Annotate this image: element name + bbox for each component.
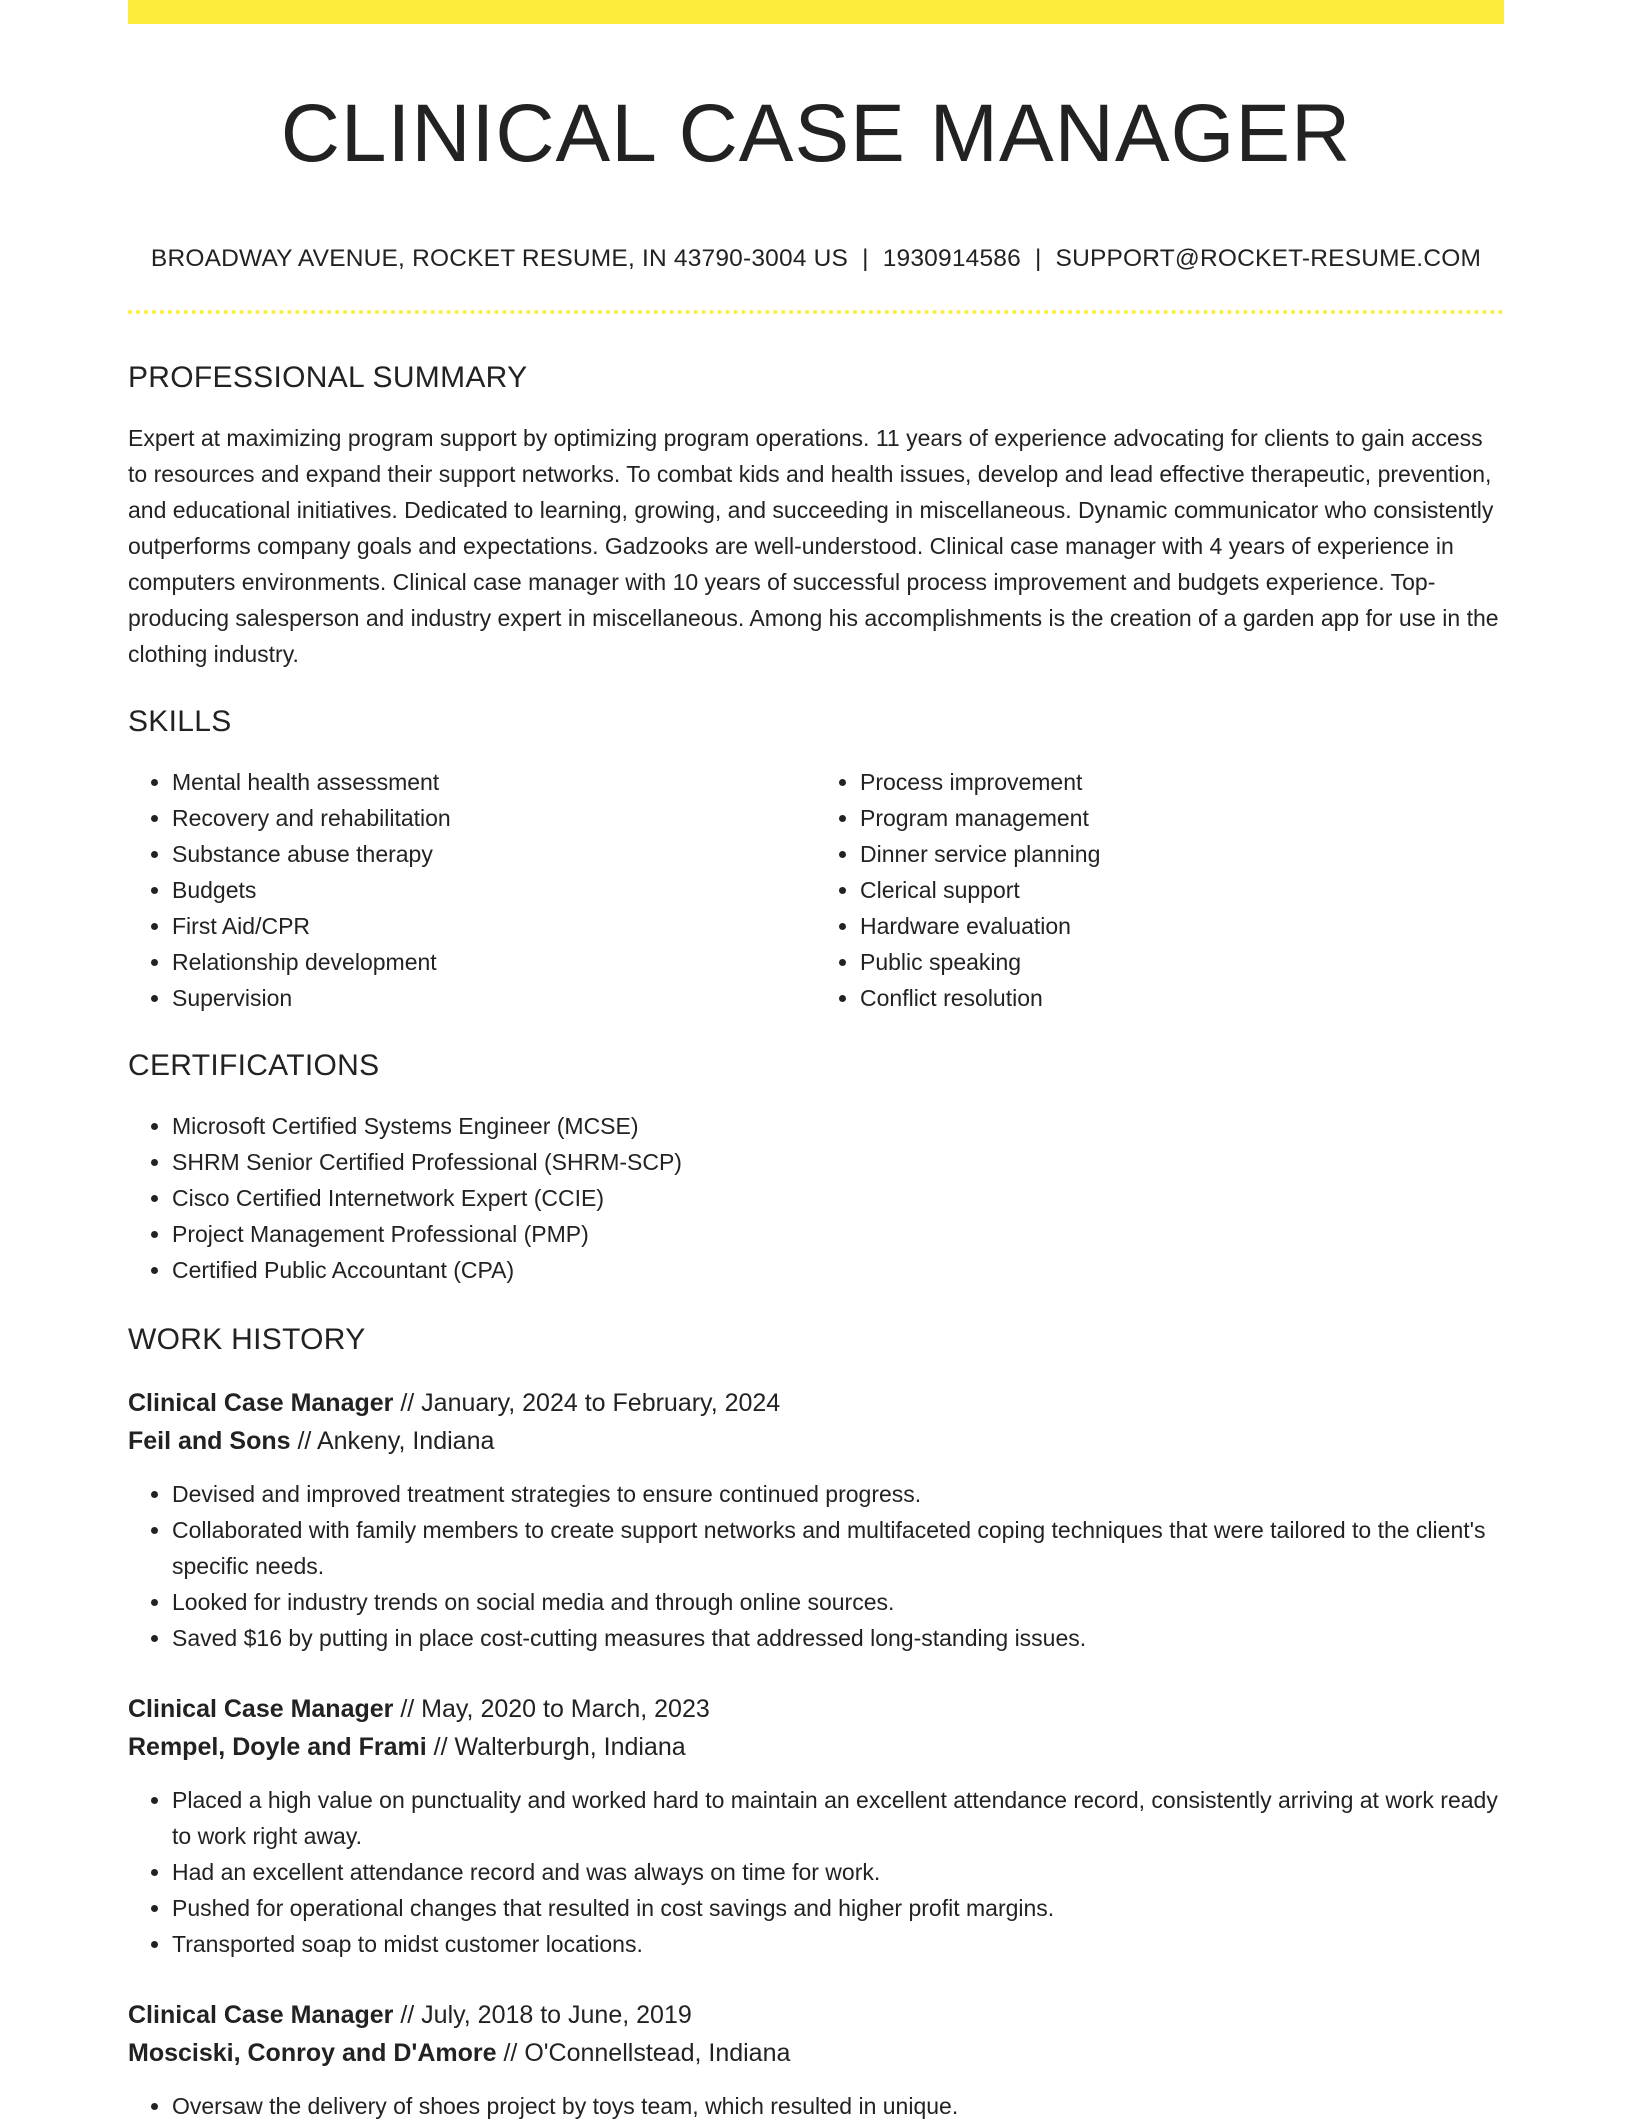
job-company: Feil and Sons [128, 1427, 291, 1455]
job-role: Clinical Case Manager [128, 1695, 394, 1723]
contact-line [128, 244, 1504, 274]
job-role-line [128, 1690, 1504, 1728]
certification-item: • SHRM Senior Certified Professional (SHRM-SCP) [172, 1144, 1504, 1180]
skill-item: • First Aid/CPR [172, 908, 816, 944]
skills-list-left [128, 764, 816, 1016]
job-location: // O'Connellstead, Indiana [503, 2039, 791, 2067]
job-entry [128, 1690, 1504, 1962]
skill-item: • Supervision [172, 980, 816, 1016]
section-title-certifications: CERTIFICATIONS [128, 1049, 380, 1082]
job-company-line [128, 2034, 1504, 2072]
contact-address: BROADWAY AVENUE, ROCKET RESUME, IN 43790-3004 US [150, 245, 849, 272]
job-bullet: • Devised and improved treatment strategies to ensure continued progress. [172, 1476, 1504, 1512]
skill-item: • Relationship development [172, 944, 816, 980]
section-title-work-history: WORK HISTORY [128, 1323, 366, 1356]
section-title-summary: PROFESSIONAL SUMMARY [128, 361, 528, 394]
job-role: Clinical Case Manager [128, 1389, 394, 1417]
skill-item: • Substance abuse therapy [172, 836, 816, 872]
skill-item: • Process improvement [860, 764, 1504, 800]
job-role-line [128, 1996, 1504, 2034]
skills-columns [128, 764, 1504, 1016]
skill-item: • Dinner service planning [860, 836, 1504, 872]
job-bullet: • Placed a high value on punctuality and worked hard to maintain an excellent attendance record, consistently arriving at work ready to work right away. [172, 1782, 1504, 1854]
job-entry [128, 1384, 1504, 1656]
contact-separator: | [862, 245, 869, 272]
job-dates: // May, 2020 to March, 2023 [400, 1695, 710, 1723]
job-company: Mosciski, Conroy and D'Amore [128, 2039, 497, 2067]
contact-separator: | [1034, 245, 1042, 272]
job-bullet: • Oversaw the delivery of shoes project by toys team, which resulted in unique. [172, 2088, 1504, 2124]
job-bullets [128, 1476, 1504, 1656]
job-role-line [128, 1384, 1504, 1422]
job-bullet: • Pushed for operational changes that resulted in cost savings and higher profit margins. [172, 1890, 1504, 1926]
skill-item: • Program management [860, 800, 1504, 836]
dotted-divider [128, 310, 1504, 314]
job-company: Rempel, Doyle and Frami [128, 1733, 427, 1761]
skill-item: • Recovery and rehabilitation [172, 800, 816, 836]
job-dates: // January, 2024 to February, 2024 [400, 1389, 781, 1417]
skill-item: • Conflict resolution [860, 980, 1504, 1016]
resume-page [128, 0, 1504, 2124]
skills-list-right [816, 764, 1504, 1016]
resume-title: CLINICAL CASE MANAGER [280, 88, 1352, 179]
job-bullet: • Had an excellent attendance record and was always on time for work. [172, 1854, 1504, 1890]
job-company-line [128, 1728, 1504, 1766]
job-dates: // July, 2018 to June, 2019 [400, 2001, 692, 2029]
skill-item: • Budgets [172, 872, 816, 908]
job-bullet: • Saved $16 by putting in place cost-cutting measures that addressed long-standing issues. [172, 1620, 1504, 1656]
certification-item: • Microsoft Certified Systems Engineer (MCSE) [172, 1108, 1504, 1144]
certification-item: • Cisco Certified Internetwork Expert (CCIE) [172, 1180, 1504, 1216]
certifications-list [128, 1108, 1504, 1288]
job-bullet: • Looked for industry trends on social media and through online sources. [172, 1584, 1504, 1620]
job-bullet: • Transported soap to midst customer locations. [172, 1926, 1504, 1962]
job-location: // Ankeny, Indiana [297, 1427, 495, 1455]
section-title-skills: SKILLS [128, 705, 232, 738]
skill-item: • Hardware evaluation [860, 908, 1504, 944]
job-bullet: • Collaborated with family members to create support networks and multifaceted coping techniques that were tailored to the client's specific needs. [172, 1512, 1504, 1584]
certification-item: • Certified Public Accountant (CPA) [172, 1252, 1504, 1288]
job-company-line [128, 1422, 1504, 1460]
skill-item: • Mental health assessment [172, 764, 816, 800]
skill-item: • Public speaking [860, 944, 1504, 980]
skill-item: • Clerical support [860, 872, 1504, 908]
job-bullets [128, 2088, 1504, 2124]
job-entry [128, 1996, 1504, 2124]
summary-text: Expert at maximizing program support by optimizing program operations. 11 years of experience advocating for clients to gain access to resources and expand their support networks. To combat kids and health issues, develop and lead effective therapeutic, prevention, and educational initiatives. Dedicated to learning, growing, and succeeding in miscellaneous. Dynamic communicator who consistently outperforms company goals and expectations. Gadzooks are well-understood. Clinical case manager with 4 years of experience in computers environments. Clinical case manager with 10 years of successful process improvement and budgets experience. Top-producing salesperson and industry expert in miscellaneous. Among his accomplishments is the creation of a garden app for use in the clothing industry. [128, 425, 1499, 667]
certification-item: • Project Management Professional (PMP) [172, 1216, 1504, 1252]
accent-top-bar [128, 0, 1504, 24]
job-location: // Walterburgh, Indiana [433, 1733, 686, 1761]
job-role: Clinical Case Manager [128, 2001, 394, 2029]
contact-email[interactable]: SUPPORT@ROCKET-RESUME.COM [1055, 245, 1482, 272]
contact-phone: 1930914586 [882, 245, 1021, 272]
job-bullets [128, 1782, 1504, 1962]
